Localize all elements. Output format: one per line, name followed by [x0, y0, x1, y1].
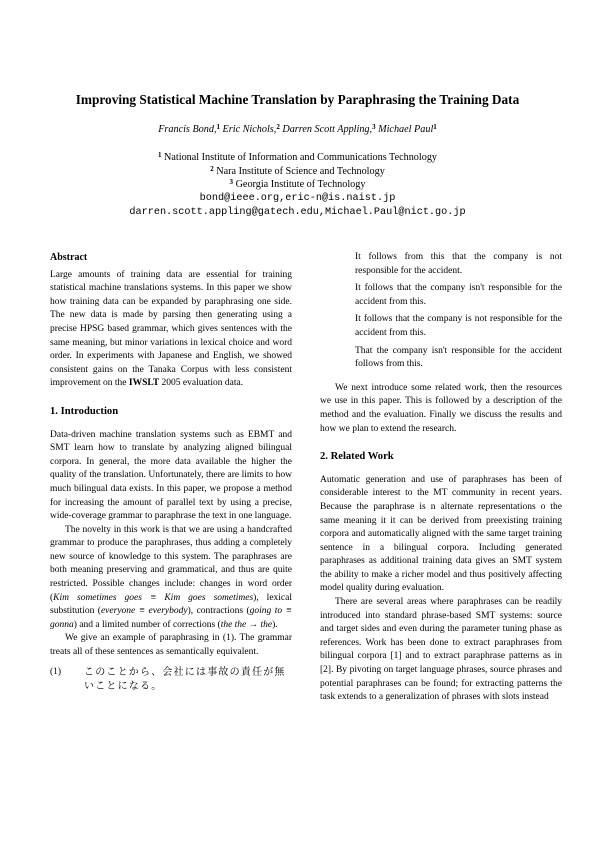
affiliation-number: 1: [157, 151, 162, 159]
author-affiliation-mark: 3: [372, 123, 376, 131]
author-list: [0, 123, 595, 135]
paraphrase-item: That the company isn't responsible for the accident follows from this.: [355, 345, 562, 370]
paper-title: Improving Statistical Machine Translation by Paraphrasing the Training Data: [75, 92, 520, 107]
text-run: ), contractions (: [187, 606, 250, 617]
abstract-body: Large amounts of training data are essential for training statistical machine translations systems. In this paper we show how training data can be expanded by paraphrasing one side. The new data is made by parsing then generating using a precise HPSG based grammar, which gives sentences with the same meaning, but minor variations in lexical choice and word order. In experiments with Japanese and English, we showed consistent gains on the Tanaka Corpus with less consistent improvement on the: [50, 269, 292, 389]
left-column: [50, 251, 292, 694]
author-name: Eric Nichols,: [222, 124, 277, 135]
affiliation-name: National Institute of Information and Communications Technology: [164, 152, 438, 163]
example-text: Kim sometimes goes ≡ Kim goes sometimes: [53, 592, 254, 603]
text-run: ) and a limited number of corrections (: [73, 619, 221, 630]
author-affiliation-mark: 1: [216, 123, 220, 131]
text-run: The novelty in this work is that we are using a handcrafted grammar to produce the paraphrases, thus adding a completely new source of knowledge to this system. The paraphrases are both meaning preserving and grammatical, and thus are quite restricted. Possible changes include: changes in word order (: [50, 524, 292, 603]
email-line: bond@ieee.org,eric-n@is.naist.jp: [199, 193, 396, 204]
related-work-paragraph: There are several areas where paraphrases can be readily introduced into standard phrase-based SMT systems: source and target sides and even during the parameter tuning phase as references. Work has been done to extract paraphrases from bilingual corpora [1] and to extract paraphrase patterns as in [2]. By pivoting on target language phrases, source phrases and potential paraphrases can be found; for extracting patterns the task extends to a generalization of phrases with slots instead: [320, 597, 562, 703]
abstract-heading: Abstract: [50, 252, 88, 263]
paraphrase-list: [320, 251, 562, 372]
related-work-paragraph: Automatic generation and use of paraphrases has been of considerable interest to the MT community in recent years. Because the paraphrase is n alternate representations o the same meaning it it can be derived from preexisting training corpora and automatically aligned with the same target training sentence in a bilingual corpora. Including generated paraphrases as additional training data gives an SMT system the ability to make a richer model and thus positively affecting model quality during evaluation.: [320, 474, 562, 594]
affiliation: [0, 178, 595, 190]
affiliation: [0, 165, 595, 177]
example-text: going to ≡ gonna: [50, 606, 292, 630]
author-affiliation-mark: 1: [433, 123, 437, 131]
example-number: (1): [50, 666, 62, 677]
abstract-text: [50, 269, 292, 391]
author-name: Darren Scott Appling,: [282, 124, 373, 135]
example-text: the the → the: [220, 619, 273, 630]
affiliation-name: Georgia Institute of Technology: [235, 179, 366, 190]
affiliation-name: Nara Institute of Science and Technology: [216, 166, 385, 177]
text-run: ), lexical substitution (: [50, 592, 292, 617]
section-heading-introduction: 1. Introduction: [50, 405, 119, 417]
section-heading-related-work: 2. Related Work: [320, 451, 394, 463]
affiliation-number: 3: [229, 178, 234, 186]
author-name: Francis Bond,: [158, 124, 217, 135]
intro-paragraph: [50, 524, 292, 633]
body-paragraph: We next introduce some related work, then the resources we use in this paper. This is followed by a description of the method and the evaluation. Finally we discuss the results and how we plan to extend the research.: [320, 382, 562, 434]
right-column: [320, 251, 562, 705]
intro-paragraph: We give an example of paraphrasing in (1). The grammar treats all of these sentences as semantically equivalent.: [50, 633, 292, 658]
affiliation: [0, 151, 595, 163]
example-text: everyone ≡ everybody: [100, 606, 188, 617]
abstract-body-end: 2005 evaluation data.: [161, 378, 244, 389]
paraphrase-item: It follows from this that the company is not responsible for the accident.: [355, 252, 562, 276]
iwslt-label: IWSLT: [128, 378, 160, 389]
author-name: Michael Paul: [378, 124, 434, 135]
paraphrase-item: It follows that the company isn't responsible for the accident from this.: [355, 283, 562, 307]
japanese-example: このことから、会社には事故の責任が無いことになる。: [84, 666, 286, 692]
intro-paragraph: Data-driven machine translation systems such as EBMT and SMT learn how to translate by analyzing aligned bilingual corpora. In general, the more data available the higher the quality of the translation. Unfortunately, there are limits to how much bilingual data exists. In this paper, we propose a method for increasing the amount of parallel text by using a precise, wide-coverage grammar to paraphrase the text in one language.: [50, 429, 292, 522]
email-line: darren.scott.appling@gatech.edu,Michael.Paul@nict.go.jp: [129, 207, 466, 218]
paraphrase-item: It follows that the company is not responsible for the accident from this.: [355, 314, 562, 338]
author-affiliation-mark: 2: [276, 123, 280, 131]
affiliation-number: 2: [210, 165, 214, 173]
text-run: ).: [272, 619, 278, 630]
example-sentence: [50, 666, 292, 694]
